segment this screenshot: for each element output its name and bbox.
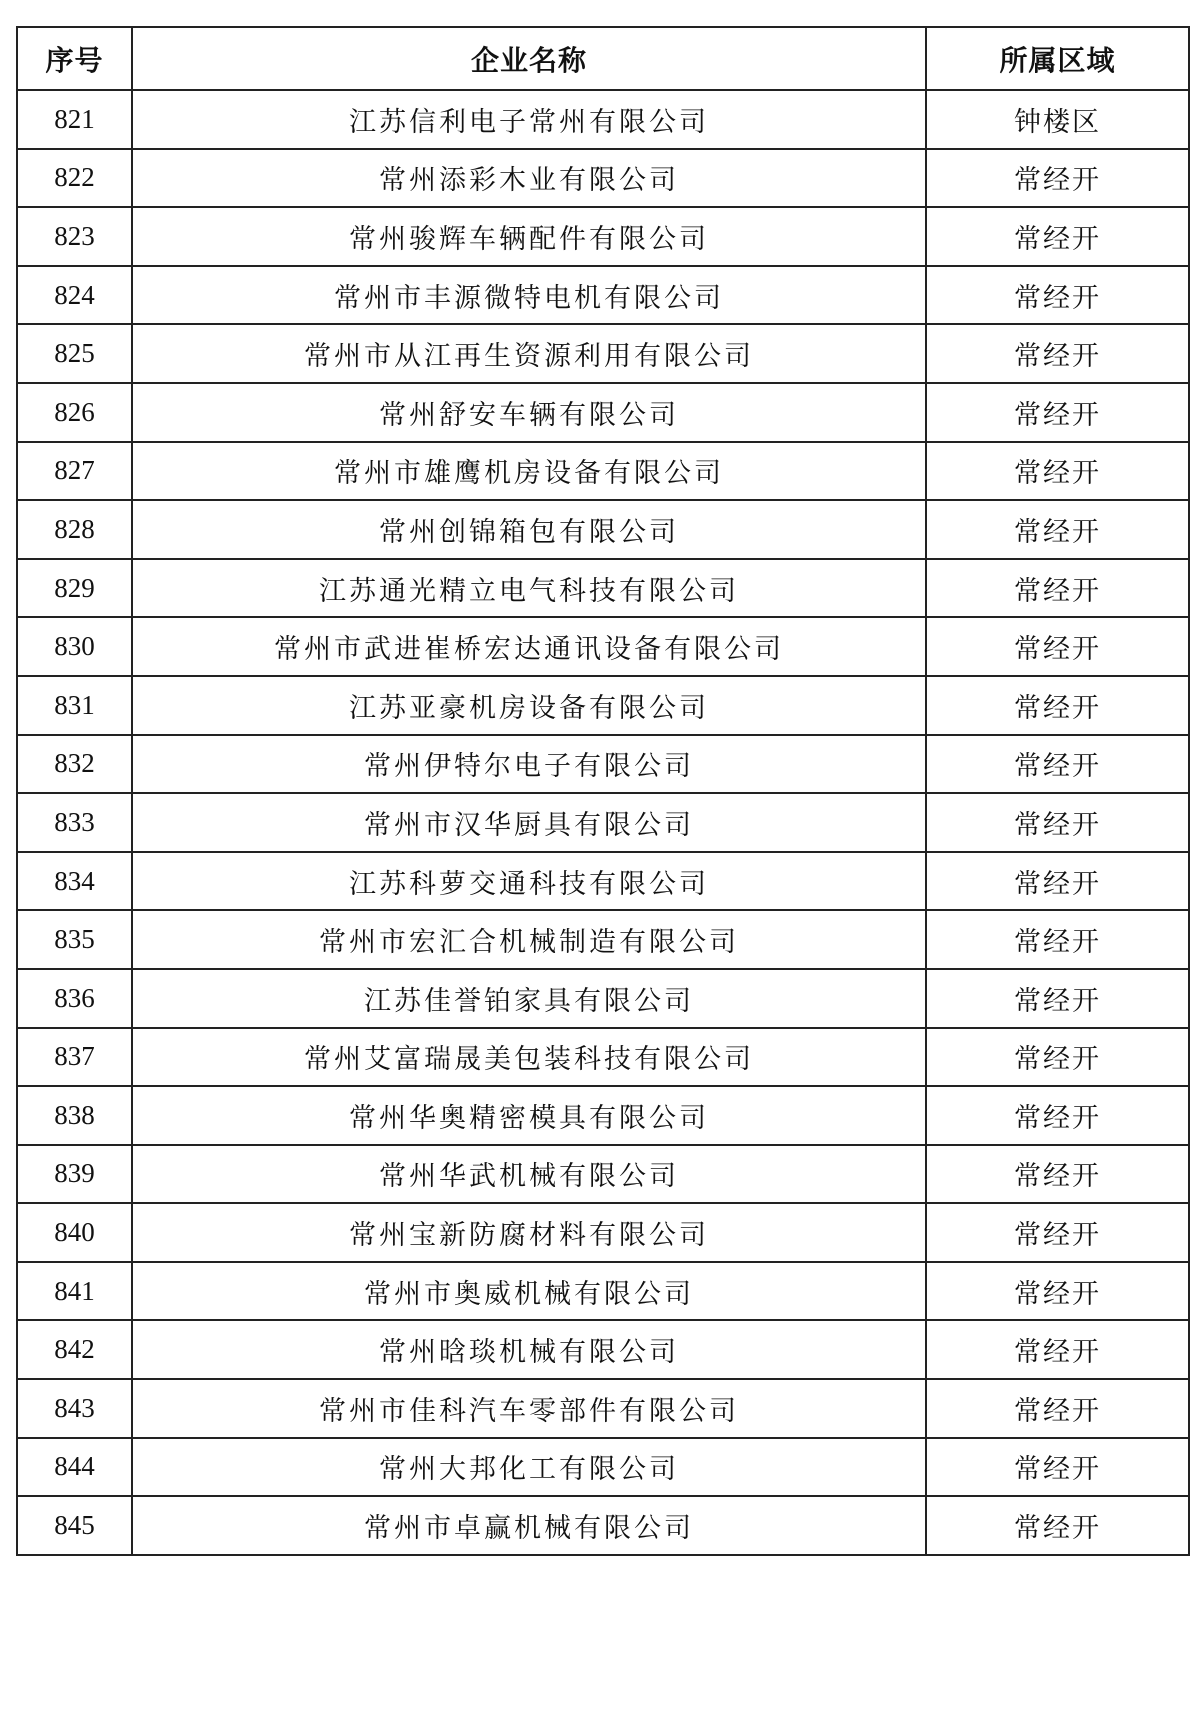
row-index: 841	[17, 1262, 132, 1321]
row-company-name: 常州宝新防腐材料有限公司	[132, 1203, 926, 1262]
row-company-name: 常州市从江再生资源利用有限公司	[132, 324, 926, 383]
header-company-name: 企业名称	[132, 27, 926, 90]
row-region: 常经开	[926, 676, 1189, 735]
header-region: 所属区域	[926, 27, 1189, 90]
row-region: 常经开	[926, 910, 1189, 969]
table-row	[17, 559, 1189, 618]
table-row	[17, 676, 1189, 735]
row-region: 钟楼区	[926, 90, 1189, 149]
row-index: 824	[17, 266, 132, 325]
row-index: 823	[17, 207, 132, 266]
row-index: 844	[17, 1438, 132, 1497]
row-index: 831	[17, 676, 132, 735]
table-row	[17, 1379, 1189, 1438]
row-region: 常经开	[926, 852, 1189, 911]
row-region: 常经开	[926, 383, 1189, 442]
header-row	[17, 27, 1189, 90]
table-row	[17, 969, 1189, 1028]
row-index: 828	[17, 500, 132, 559]
row-index: 825	[17, 324, 132, 383]
row-region: 常经开	[926, 1262, 1189, 1321]
row-index: 838	[17, 1086, 132, 1145]
row-company-name: 常州市卓赢机械有限公司	[132, 1496, 926, 1555]
row-company-name: 常州市雄鹰机房设备有限公司	[132, 442, 926, 501]
table-row	[17, 1438, 1189, 1497]
row-region: 常经开	[926, 1028, 1189, 1087]
row-index: 822	[17, 149, 132, 208]
row-company-name: 常州市武进崔桥宏达通讯设备有限公司	[132, 617, 926, 676]
row-region: 常经开	[926, 207, 1189, 266]
row-region: 常经开	[926, 1379, 1189, 1438]
row-index: 833	[17, 793, 132, 852]
company-list-table	[16, 26, 1190, 1556]
table-row	[17, 207, 1189, 266]
row-index: 845	[17, 1496, 132, 1555]
row-index: 834	[17, 852, 132, 911]
row-company-name: 常州华奥精密模具有限公司	[132, 1086, 926, 1145]
row-region: 常经开	[926, 559, 1189, 618]
row-index: 836	[17, 969, 132, 1028]
row-company-name: 江苏佳誉铂家具有限公司	[132, 969, 926, 1028]
row-region: 常经开	[926, 735, 1189, 794]
row-company-name: 常州添彩木业有限公司	[132, 149, 926, 208]
row-region: 常经开	[926, 266, 1189, 325]
table-row	[17, 735, 1189, 794]
row-region: 常经开	[926, 1086, 1189, 1145]
row-company-name: 常州伊特尔电子有限公司	[132, 735, 926, 794]
row-index: 829	[17, 559, 132, 618]
row-region: 常经开	[926, 1496, 1189, 1555]
row-company-name: 常州大邦化工有限公司	[132, 1438, 926, 1497]
row-region: 常经开	[926, 324, 1189, 383]
table-row	[17, 1086, 1189, 1145]
table-row	[17, 1145, 1189, 1204]
row-index: 832	[17, 735, 132, 794]
row-region: 常经开	[926, 500, 1189, 559]
table-body	[17, 90, 1189, 1555]
row-company-name: 江苏通光精立电气科技有限公司	[132, 559, 926, 618]
table-row	[17, 442, 1189, 501]
row-company-name: 常州市宏汇合机械制造有限公司	[132, 910, 926, 969]
row-region: 常经开	[926, 1145, 1189, 1204]
table-row	[17, 852, 1189, 911]
row-company-name: 常州舒安车辆有限公司	[132, 383, 926, 442]
row-company-name: 江苏科萝交通科技有限公司	[132, 852, 926, 911]
table-row	[17, 1320, 1189, 1379]
row-company-name: 常州骏辉车辆配件有限公司	[132, 207, 926, 266]
table-row	[17, 793, 1189, 852]
row-region: 常经开	[926, 1438, 1189, 1497]
table-row	[17, 1203, 1189, 1262]
table-row	[17, 266, 1189, 325]
table-row	[17, 617, 1189, 676]
row-region: 常经开	[926, 1203, 1189, 1262]
row-index: 835	[17, 910, 132, 969]
table-row	[17, 90, 1189, 149]
row-company-name: 常州市奥威机械有限公司	[132, 1262, 926, 1321]
row-company-name: 常州艾富瑞晟美包装科技有限公司	[132, 1028, 926, 1087]
row-region: 常经开	[926, 969, 1189, 1028]
row-index: 842	[17, 1320, 132, 1379]
row-region: 常经开	[926, 793, 1189, 852]
row-company-name: 常州市汉华厨具有限公司	[132, 793, 926, 852]
row-region: 常经开	[926, 1320, 1189, 1379]
row-index: 839	[17, 1145, 132, 1204]
header-index: 序号	[17, 27, 132, 90]
row-region: 常经开	[926, 442, 1189, 501]
row-company-name: 常州创锦箱包有限公司	[132, 500, 926, 559]
row-index: 821	[17, 90, 132, 149]
table-row	[17, 1496, 1189, 1555]
row-company-name: 常州晗琰机械有限公司	[132, 1320, 926, 1379]
table-row	[17, 1028, 1189, 1087]
row-company-name: 江苏信利电子常州有限公司	[132, 90, 926, 149]
row-index: 840	[17, 1203, 132, 1262]
table-header	[17, 27, 1189, 90]
row-region: 常经开	[926, 617, 1189, 676]
row-company-name: 常州市佳科汽车零部件有限公司	[132, 1379, 926, 1438]
row-index: 826	[17, 383, 132, 442]
row-index: 843	[17, 1379, 132, 1438]
row-index: 830	[17, 617, 132, 676]
row-company-name: 常州市丰源微特电机有限公司	[132, 266, 926, 325]
row-region: 常经开	[926, 149, 1189, 208]
row-index: 827	[17, 442, 132, 501]
table-row	[17, 1262, 1189, 1321]
row-index: 837	[17, 1028, 132, 1087]
table-row	[17, 500, 1189, 559]
table-row	[17, 149, 1189, 208]
table-row	[17, 383, 1189, 442]
row-company-name: 江苏亚豪机房设备有限公司	[132, 676, 926, 735]
table-row	[17, 324, 1189, 383]
table-row	[17, 910, 1189, 969]
row-company-name: 常州华武机械有限公司	[132, 1145, 926, 1204]
